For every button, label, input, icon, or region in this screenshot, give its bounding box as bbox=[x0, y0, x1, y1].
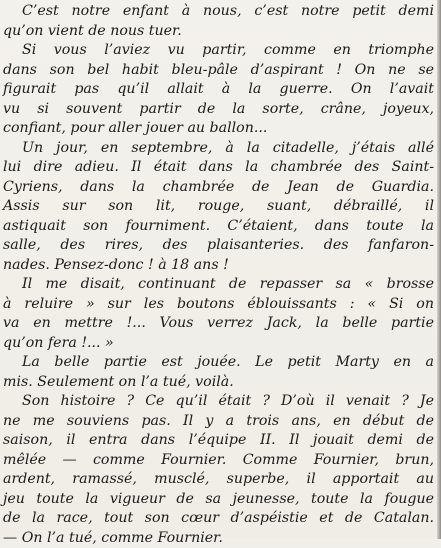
text-line: salle, des rires, des plaisanteries. des fanfaron- bbox=[0, 236, 434, 256]
text-line: — On l’a tué, comme Fournier. bbox=[0, 529, 434, 548]
text-line: astiquait son fourniment. C’étaient, dans toute la bbox=[0, 217, 434, 237]
text-line: C’est notre enfant à nous, c’est notre petit demi bbox=[0, 2, 434, 22]
text-line: de la race, tout son cœur d’aspéistie et de Catalan. bbox=[0, 509, 434, 529]
text-line: Assis sur son lit, rouge, suant, débraillé, il bbox=[0, 197, 434, 217]
text-line: mêlée — comme Fournier. Comme Fournier, brun, bbox=[0, 451, 434, 471]
page-edge-shadow bbox=[437, 0, 441, 539]
text-line: va en mettre !... Vous verrez Jack, la belle partie bbox=[0, 314, 434, 334]
text-line: Il me disait, continuant de repasser sa « brosse bbox=[0, 275, 434, 295]
text-line: La belle partie est jouée. Le petit Marty en a bbox=[0, 353, 434, 373]
text-line: Cyriens, dans la chambrée de Jean de Guardia. bbox=[0, 178, 434, 198]
text-line: confiant, pour aller jouer au ballon... bbox=[0, 119, 434, 139]
text-line: Si vous l’aviez vu partir, comme en triomphe bbox=[0, 41, 434, 61]
text-line: qu’on vient de nous tuer. bbox=[0, 22, 434, 42]
text-line: jeu toute la vigueur de sa jeunesse, toute la fougue bbox=[0, 490, 434, 510]
text-line: figurait pas qu’il allait à la guerre. On l’avait bbox=[0, 80, 434, 100]
text-line: dans son bel habit bleu-pâle d’aspirant ! On ne se bbox=[0, 61, 434, 81]
text-line: Son histoire ? Ce qu’il était ? D’où il venait ? Je bbox=[0, 392, 434, 412]
text-line: nades. Pensez-donc ! à 18 ans ! bbox=[0, 256, 434, 276]
text-line: à reluire » sur les boutons éblouissants : « Si on bbox=[0, 295, 434, 315]
text-line: lui dire adieu. Il était dans la chambrée des Saint- bbox=[0, 158, 434, 178]
text-line: ne me souviens pas. Il y a trois ans, en début de bbox=[0, 412, 434, 432]
text-line: saison, il entra dans l’équipe II. Il jouait demi de bbox=[0, 431, 434, 451]
text-line: mis. Seulement on l’a tué, voilà. bbox=[0, 373, 434, 393]
text-line: vu si souvent partir de la sorte, crâne, joyeux, bbox=[0, 100, 434, 120]
text-line: Un jour, en septembre, à la citadelle, j’étais allé bbox=[0, 139, 434, 159]
text-line: qu’on fera !... » bbox=[0, 334, 434, 354]
body-text bbox=[0, 2, 434, 548]
text-line: ardent, ramassé, musclé, superbe, il apportait au bbox=[0, 470, 434, 490]
